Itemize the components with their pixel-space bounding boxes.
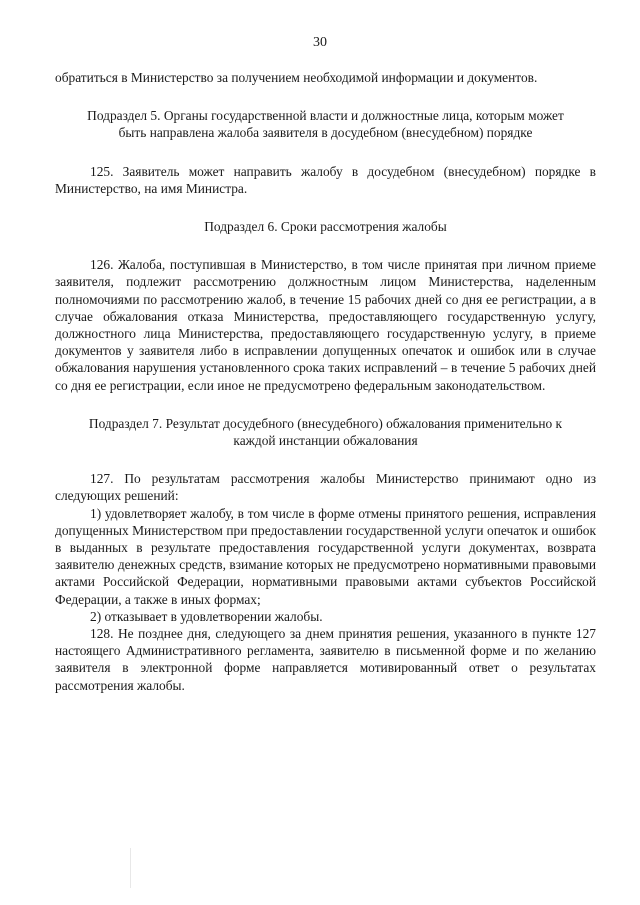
spacer — [55, 394, 596, 415]
paragraph-continuation: обратиться в Министерство за получением необходимой информации и документов. — [55, 70, 538, 85]
paragraph-125: 125. Заявитель может направить жалобу в досудебном (внесудебном) порядке в Министерство, на имя Министра. — [55, 163, 596, 196]
paragraph-127: 127. По результатам рассмотрения жалобы Министерство принимают одно из следующих решений: — [55, 471, 596, 504]
spacer — [55, 142, 596, 163]
paragraph-127-item-2: 2) отказывает в удовлетворении жалобы. — [90, 608, 323, 624]
spacer — [55, 86, 596, 107]
scan-artifact-line — [130, 848, 131, 888]
spacer — [55, 235, 596, 256]
document-body — [55, 69, 596, 694]
paragraph-126: 126. Жалоба, поступившая в Министерство, в том числе принятая при личном приеме заявителя, подлежит рассмотрению должностным лицом Министерства, наделенным полномочиями по рассмотрению жалоб, в течение 15 рабочих дней со дня ее регистрации, а в случае обжалования отказа Министерства, предоставляющего государственную услугу, должностного лица Министерства, предоставляющего государственную услугу, в приеме документов у заявителя либо в исправлении допущенных опечаток и ошибок или в случае обжалования нарушения установленного срока таких исправлений – в течение 5 рабочих дней со дня ее регистрации, если иное не предусмотрено федеральным законодательством. — [55, 257, 596, 393]
paragraph-128: 128. Не позднее дня, следующего за днем принятия решения, указанного в пункте 127 настоящего Административного регламента, заявителю в письменной форме и по желанию заявителя в электронной форме направляется мотивированный ответ о результатах рассмотрения жалобы. — [55, 626, 596, 693]
paragraph-127-item-1: 1) удовлетворяет жалобу, в том числе в форме отмены принятого решения, исправления допущенных Министерством при предоставлении государственной услуги опечаток и ошибок в выданных в результате предоставления государственной услуги документах, возврата заявителю денежных средств, взимание которых не предусмотрено нормативными правовыми актами Российской Федерации, нормативными правовыми актами субъектов Российской Федерации, а также в иных формах; — [55, 505, 596, 607]
subsection-heading-6: Подраздел 6. Сроки рассмотрения жалобы — [204, 219, 447, 235]
subsection-heading-7: Подраздел 7. Результат досудебного (внесудебного) обжалования применительно к каждой инстанции обжалования — [88, 415, 563, 449]
spacer — [55, 197, 596, 218]
page-number: 30 — [313, 35, 327, 50]
spacer — [55, 449, 596, 470]
subsection-heading-5: Подраздел 5. Органы государственной власти и должностные лица, которым может быть направлена жалоба заявителя в досудебном (внесудебном) порядке — [87, 108, 564, 141]
